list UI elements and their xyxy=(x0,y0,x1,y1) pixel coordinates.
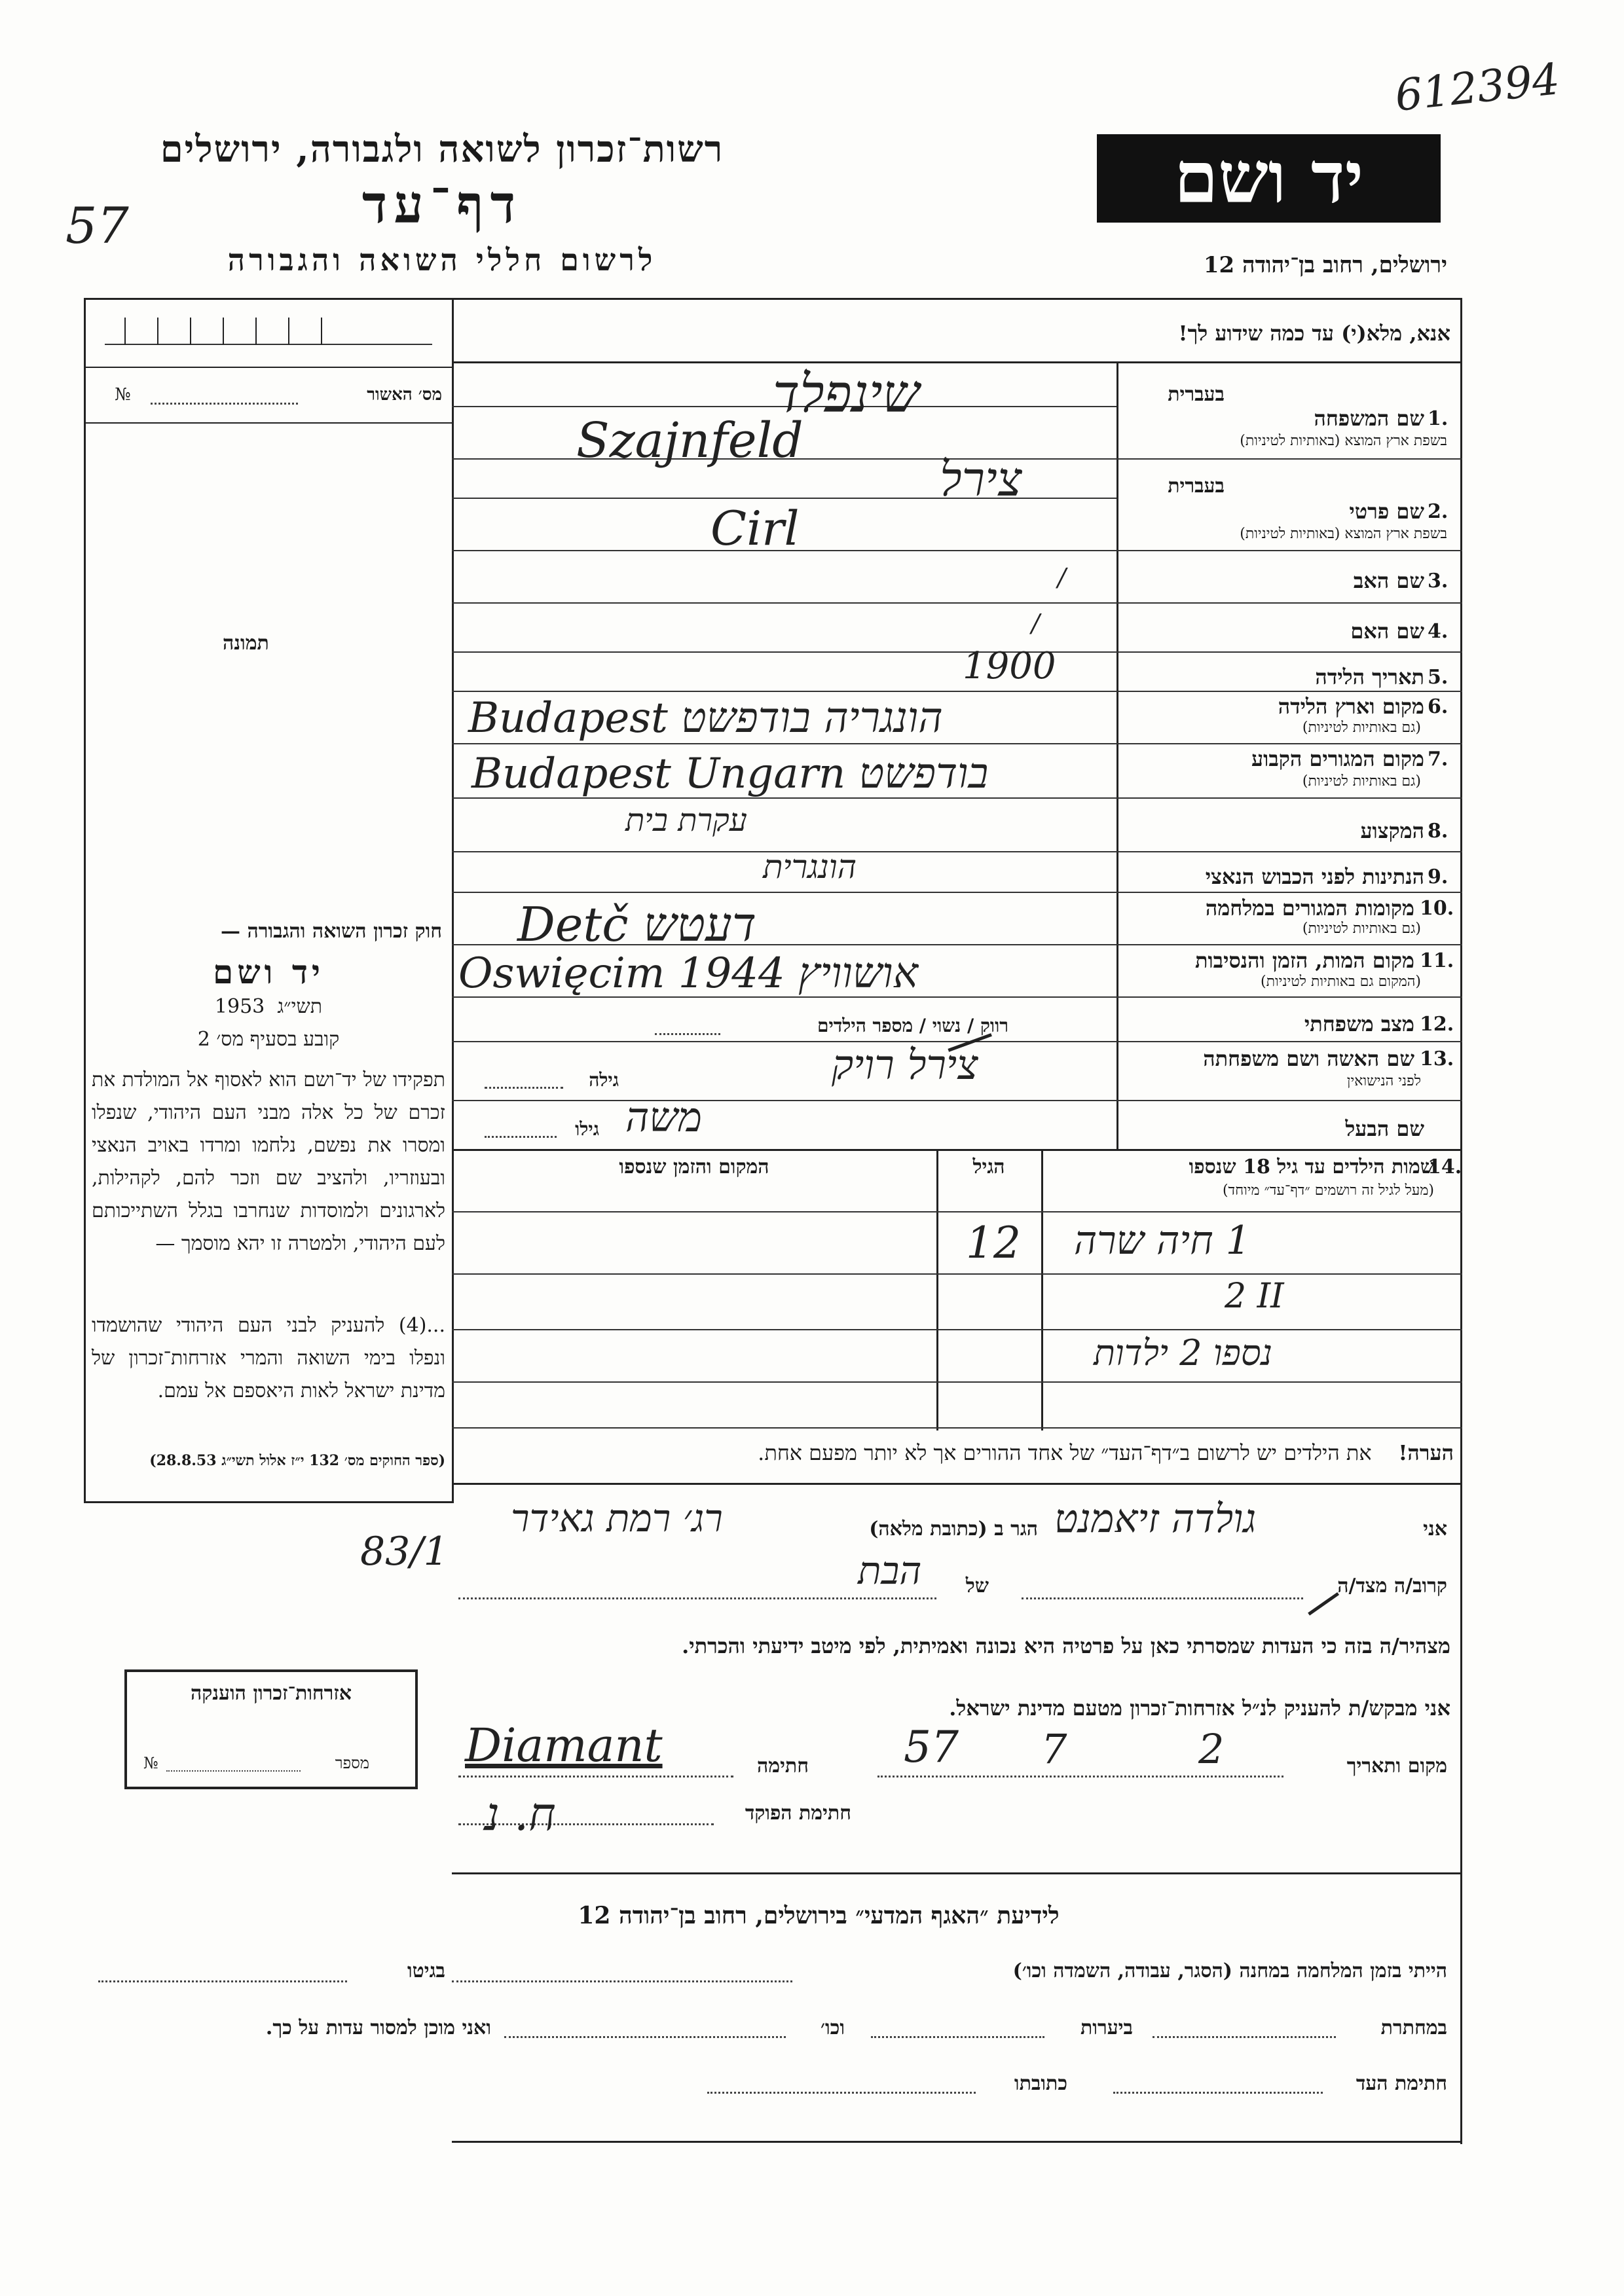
law-heading: חוק זכרון השואה והגבורה — xyxy=(221,920,442,943)
field-num-2: 2. xyxy=(1428,500,1449,523)
field-label-10: מקומות המגורים במלחמה xyxy=(1205,896,1414,920)
child-3-name[interactable]: נספו 2 ילדות xyxy=(1094,1332,1273,1374)
footer-etc-label: וכו׳ xyxy=(821,2016,845,2039)
footer-ghetto-label: בגיטו xyxy=(407,1959,445,1982)
law-year xyxy=(92,995,445,1018)
mother-value[interactable]: / xyxy=(1031,609,1040,638)
children-count-field[interactable] xyxy=(655,1033,720,1035)
death-place-value[interactable]: Oswięcim אושוויץ 1944 xyxy=(458,949,918,998)
field-label-3: שם האב xyxy=(1353,568,1424,593)
field-num-12: 12. xyxy=(1420,1013,1454,1036)
field-num-6: 6. xyxy=(1428,695,1449,718)
field-label-8: המקצוע xyxy=(1360,818,1424,843)
field-num-11: 11. xyxy=(1420,949,1454,972)
margin-number: 57 xyxy=(65,196,129,255)
field-num-3: 3. xyxy=(1428,570,1449,592)
footer-forests-field[interactable] xyxy=(871,2036,1044,2038)
field-sub-6: (גם באותיות לטיניות) xyxy=(1302,720,1421,736)
signature-label: חתימה xyxy=(757,1755,809,1777)
children-sub: (מעל לגיל זה רושמים ״דף־עד״ מיוחד) xyxy=(1222,1182,1434,1199)
wartime-residence-value[interactable]: Detč דעטש xyxy=(517,897,756,952)
field-label-4: שם האם xyxy=(1350,619,1424,644)
firstname-hebrew[interactable]: צירל xyxy=(940,452,1022,507)
father-value[interactable]: / xyxy=(1058,563,1066,592)
field-num-4: 4. xyxy=(1428,620,1449,643)
field-label-11: מקום המות, הזמן והנסיבות xyxy=(1194,948,1414,973)
field-label-12: מצב משפחתי xyxy=(1304,1011,1414,1036)
husband-age-field[interactable] xyxy=(485,1136,557,1138)
decl-relative: קרוב/ה מצד/ה xyxy=(1337,1575,1447,1597)
hebrew-tag-1: בעברית xyxy=(1168,383,1225,406)
footer-address-label: כתובתו xyxy=(1014,2072,1067,2095)
signature-field[interactable] xyxy=(458,1776,733,1777)
field-label-2: שם פרטי xyxy=(1349,499,1424,524)
footer-witness-sig-label: חתימת העד xyxy=(1356,2072,1447,2095)
photo-label: תמונה xyxy=(223,632,269,655)
field-label-7: מקום המגורים הקבוע xyxy=(1251,746,1424,771)
birthplace-value[interactable]: Budapest הונגריה בודפשט xyxy=(468,694,943,742)
residence-value[interactable]: Budapest Ungarn בודפשט xyxy=(471,750,989,798)
field-sub-7: (גם באותיות לטיניות) xyxy=(1302,773,1421,790)
archive-number: 612394 xyxy=(1392,54,1562,121)
field-label-1: שם המשפחה xyxy=(1314,406,1424,431)
address-line: ירושלים, רחוב בן־יהודה 12 xyxy=(1203,252,1447,278)
stamp-box-title: אזרחות־זכרון הוענקה xyxy=(190,1682,352,1705)
footer-ghetto-field[interactable] xyxy=(98,1980,347,1982)
footer-camp-label: הייתי בזמן המלחמה במחנה (הסגר, עבודה, השמדה וכו׳) xyxy=(1012,1959,1447,1982)
field-label-13: שם האשה ושם משפחתה xyxy=(1203,1046,1414,1071)
decl-of: של xyxy=(965,1575,989,1597)
declarant-address-num[interactable]: 83/1 xyxy=(360,1529,449,1575)
field-sub-2: בשפת ארץ המוצא (באותיות לטיניות) xyxy=(1240,526,1447,542)
wife-age-field[interactable] xyxy=(485,1087,563,1089)
declarant-address[interactable]: רג׳ רמת גאידר xyxy=(511,1496,723,1540)
field-label-5: תאריך הלידה xyxy=(1315,665,1424,689)
wife-age-label: גילה xyxy=(589,1069,619,1091)
officer-signature[interactable]: ח. נ xyxy=(485,1787,556,1841)
note-label: הערה! xyxy=(1398,1440,1454,1465)
relative-value[interactable]: הבת xyxy=(858,1548,922,1593)
children-label: שמות הילדים עד גיל 18 שנספו xyxy=(1189,1156,1434,1178)
citizenship-value[interactable]: הונגרית xyxy=(763,848,857,886)
decl-resides: הגר ב (כתובת מלאה) xyxy=(869,1518,1038,1540)
law-clause: ...(4) להעניק לבני העם היהודי שהושמדו ונפלו בימי השואה והמרי אזרחות־זכרון של מדינת ישראל לאות היאספם אל עמם. xyxy=(92,1314,445,1402)
decl-request: אני מבקש/ת להעניק לנ״ל אזרחות־זכרון מטעם מדינת ישראל. xyxy=(949,1696,1450,1721)
stamp-box-no: № xyxy=(143,1754,158,1772)
footer-heading: לידיעת ״האגף המדעי״ בירושלים, רחוב בן־יהודה 12 xyxy=(578,1902,1060,1929)
field-num-10: 10. xyxy=(1420,897,1454,920)
field-label-husband: שם הבעל xyxy=(1345,1116,1424,1141)
stamp-box-number-label: מספר xyxy=(335,1754,369,1772)
form-subtitle: לרשום חללי השואה והגבורה xyxy=(227,242,657,278)
field-label-6: מקום וארץ הלידה xyxy=(1278,694,1424,719)
place-date-field[interactable] xyxy=(877,1776,1283,1777)
officer-label: חתימת הפוקד xyxy=(745,1802,851,1825)
law-section: קובע בסעיף מס׳ 2 xyxy=(197,1028,340,1051)
field-sub-1: בשפת ארץ המוצא (באותיות לטיניות) xyxy=(1240,433,1447,449)
field-sub-11: (המקום גם באותיות לטיניות) xyxy=(1261,974,1421,990)
law-year-num: 1953 xyxy=(214,995,265,1018)
decl-ani: אני xyxy=(1423,1518,1447,1540)
authority-line: רשות־זכרון לשואה ולגבורה, ירושלים xyxy=(160,128,724,171)
note-line xyxy=(458,1440,1454,1465)
field-num-8: 8. xyxy=(1428,820,1449,843)
approval-no: № xyxy=(115,385,131,405)
law-citation: (ספר החוקים מס׳ 132 י״ז אלול תשי״ג 28.8.53) xyxy=(149,1452,445,1469)
footer-address-field[interactable] xyxy=(707,2092,976,2094)
footer-underground-field[interactable] xyxy=(1153,2036,1336,2038)
of-field[interactable] xyxy=(458,1597,936,1599)
child-1-age[interactable]: 12 xyxy=(966,1218,1021,1268)
law-year-he: תשי״ג xyxy=(277,995,323,1018)
form-title: דף־עד xyxy=(361,173,523,235)
date-month[interactable]: 7 xyxy=(1041,1725,1067,1773)
footer-forests-label: ביערות xyxy=(1080,2016,1133,2039)
children-age-col: הגיל xyxy=(972,1156,1005,1178)
child-2-name[interactable]: 2 II xyxy=(1225,1277,1284,1316)
wife-name-value[interactable]: צירל רויק xyxy=(832,1041,978,1089)
logo-text: יד ושם xyxy=(1173,137,1364,219)
relative-field[interactable] xyxy=(1022,1597,1303,1599)
field-num-1: 1. xyxy=(1428,407,1449,430)
approval-ticks xyxy=(105,318,445,350)
child-1-name[interactable]: 1 חיה שרה xyxy=(1074,1218,1251,1264)
law-body: תפקידו של יד־ושם הוא לאסוף אל המולדת את זכרם של כל אלה מבני העם היהודי, שנפלו ומסרו את נפשם, נלחמו ומרדו באויב הנאצי ובעוזריו, ולהציב שם וזכר להם, לקהילות, לארגונים ולמוסדות שנחרבו בגלל השתייכותם לעם היהודי, ולמטרה זו יהא מוסמך — xyxy=(92,1068,445,1255)
memorial-citizenship-box xyxy=(124,1669,418,1789)
footer-etc-field[interactable] xyxy=(504,2036,786,2038)
marital-status-options: רווק / נשוי / מספר הילדים xyxy=(817,1015,1008,1036)
profession-value[interactable]: עקרת בית xyxy=(625,802,747,839)
place-date-label: מקום ותאריך xyxy=(1346,1755,1447,1777)
intro-prompt: אנא, מלא(י) עד כמה שידוע לך! xyxy=(1178,321,1450,346)
field-label-9: הנתינות לפני הכבוש הנאצי xyxy=(1205,864,1424,889)
field-num-9: 9. xyxy=(1428,866,1449,888)
field-num-5: 5. xyxy=(1428,666,1449,689)
approval-field[interactable] xyxy=(151,403,298,405)
declarant-name[interactable]: גולדה זיאמנט xyxy=(1054,1496,1257,1542)
surname-latin[interactable]: Szajnfeld xyxy=(576,412,803,469)
date-day[interactable]: 2 xyxy=(1198,1725,1225,1773)
husband-name-value[interactable]: משה xyxy=(625,1093,702,1141)
declarant-signature[interactable]: Diamant xyxy=(465,1719,663,1772)
husband-age-label: גילו xyxy=(575,1118,599,1140)
approval-label: מס׳ האשור xyxy=(367,385,442,405)
footer-willing-label: ואני מוכן למסור עדות על כך. xyxy=(265,2016,491,2039)
surname-hebrew[interactable]: שינפלד xyxy=(773,363,920,424)
firstname-latin[interactable]: Cirl xyxy=(710,501,800,556)
footer-underground-label: במחתרת xyxy=(1380,2016,1447,2039)
field-sub-10: (גם באותיות לטיניות) xyxy=(1302,920,1421,937)
hebrew-tag-2: בעברית xyxy=(1168,475,1225,498)
decl-statement: מצהיר/ה בזה כי העדות שמסרתי כאן על פרטיה היא נכונה ואמיתית, לפי מיטב ידיעתי והכרתי. xyxy=(682,1633,1450,1658)
stamp-box-number-field[interactable] xyxy=(166,1770,301,1772)
field-sub-13: לפני הנישואין xyxy=(1346,1073,1421,1089)
birthdate-value[interactable]: 1900 xyxy=(963,645,1056,687)
law-name: יד ושם xyxy=(213,953,324,991)
note-text: את הילדים יש לרשום ב״דף־העד״ של אחד ההורים אך לא יותר מפעם אחת. xyxy=(758,1440,1372,1465)
field-num-13: 13. xyxy=(1420,1048,1454,1070)
field-num-7: 7. xyxy=(1428,748,1449,771)
footer-witness-sig-field[interactable] xyxy=(1113,2092,1323,2094)
date-year[interactable]: 57 xyxy=(904,1722,959,1772)
children-num: 14. xyxy=(1428,1156,1462,1178)
footer-camp-field[interactable] xyxy=(452,1980,792,1982)
children-place-col: המקום והזמן שנספו xyxy=(619,1156,769,1178)
